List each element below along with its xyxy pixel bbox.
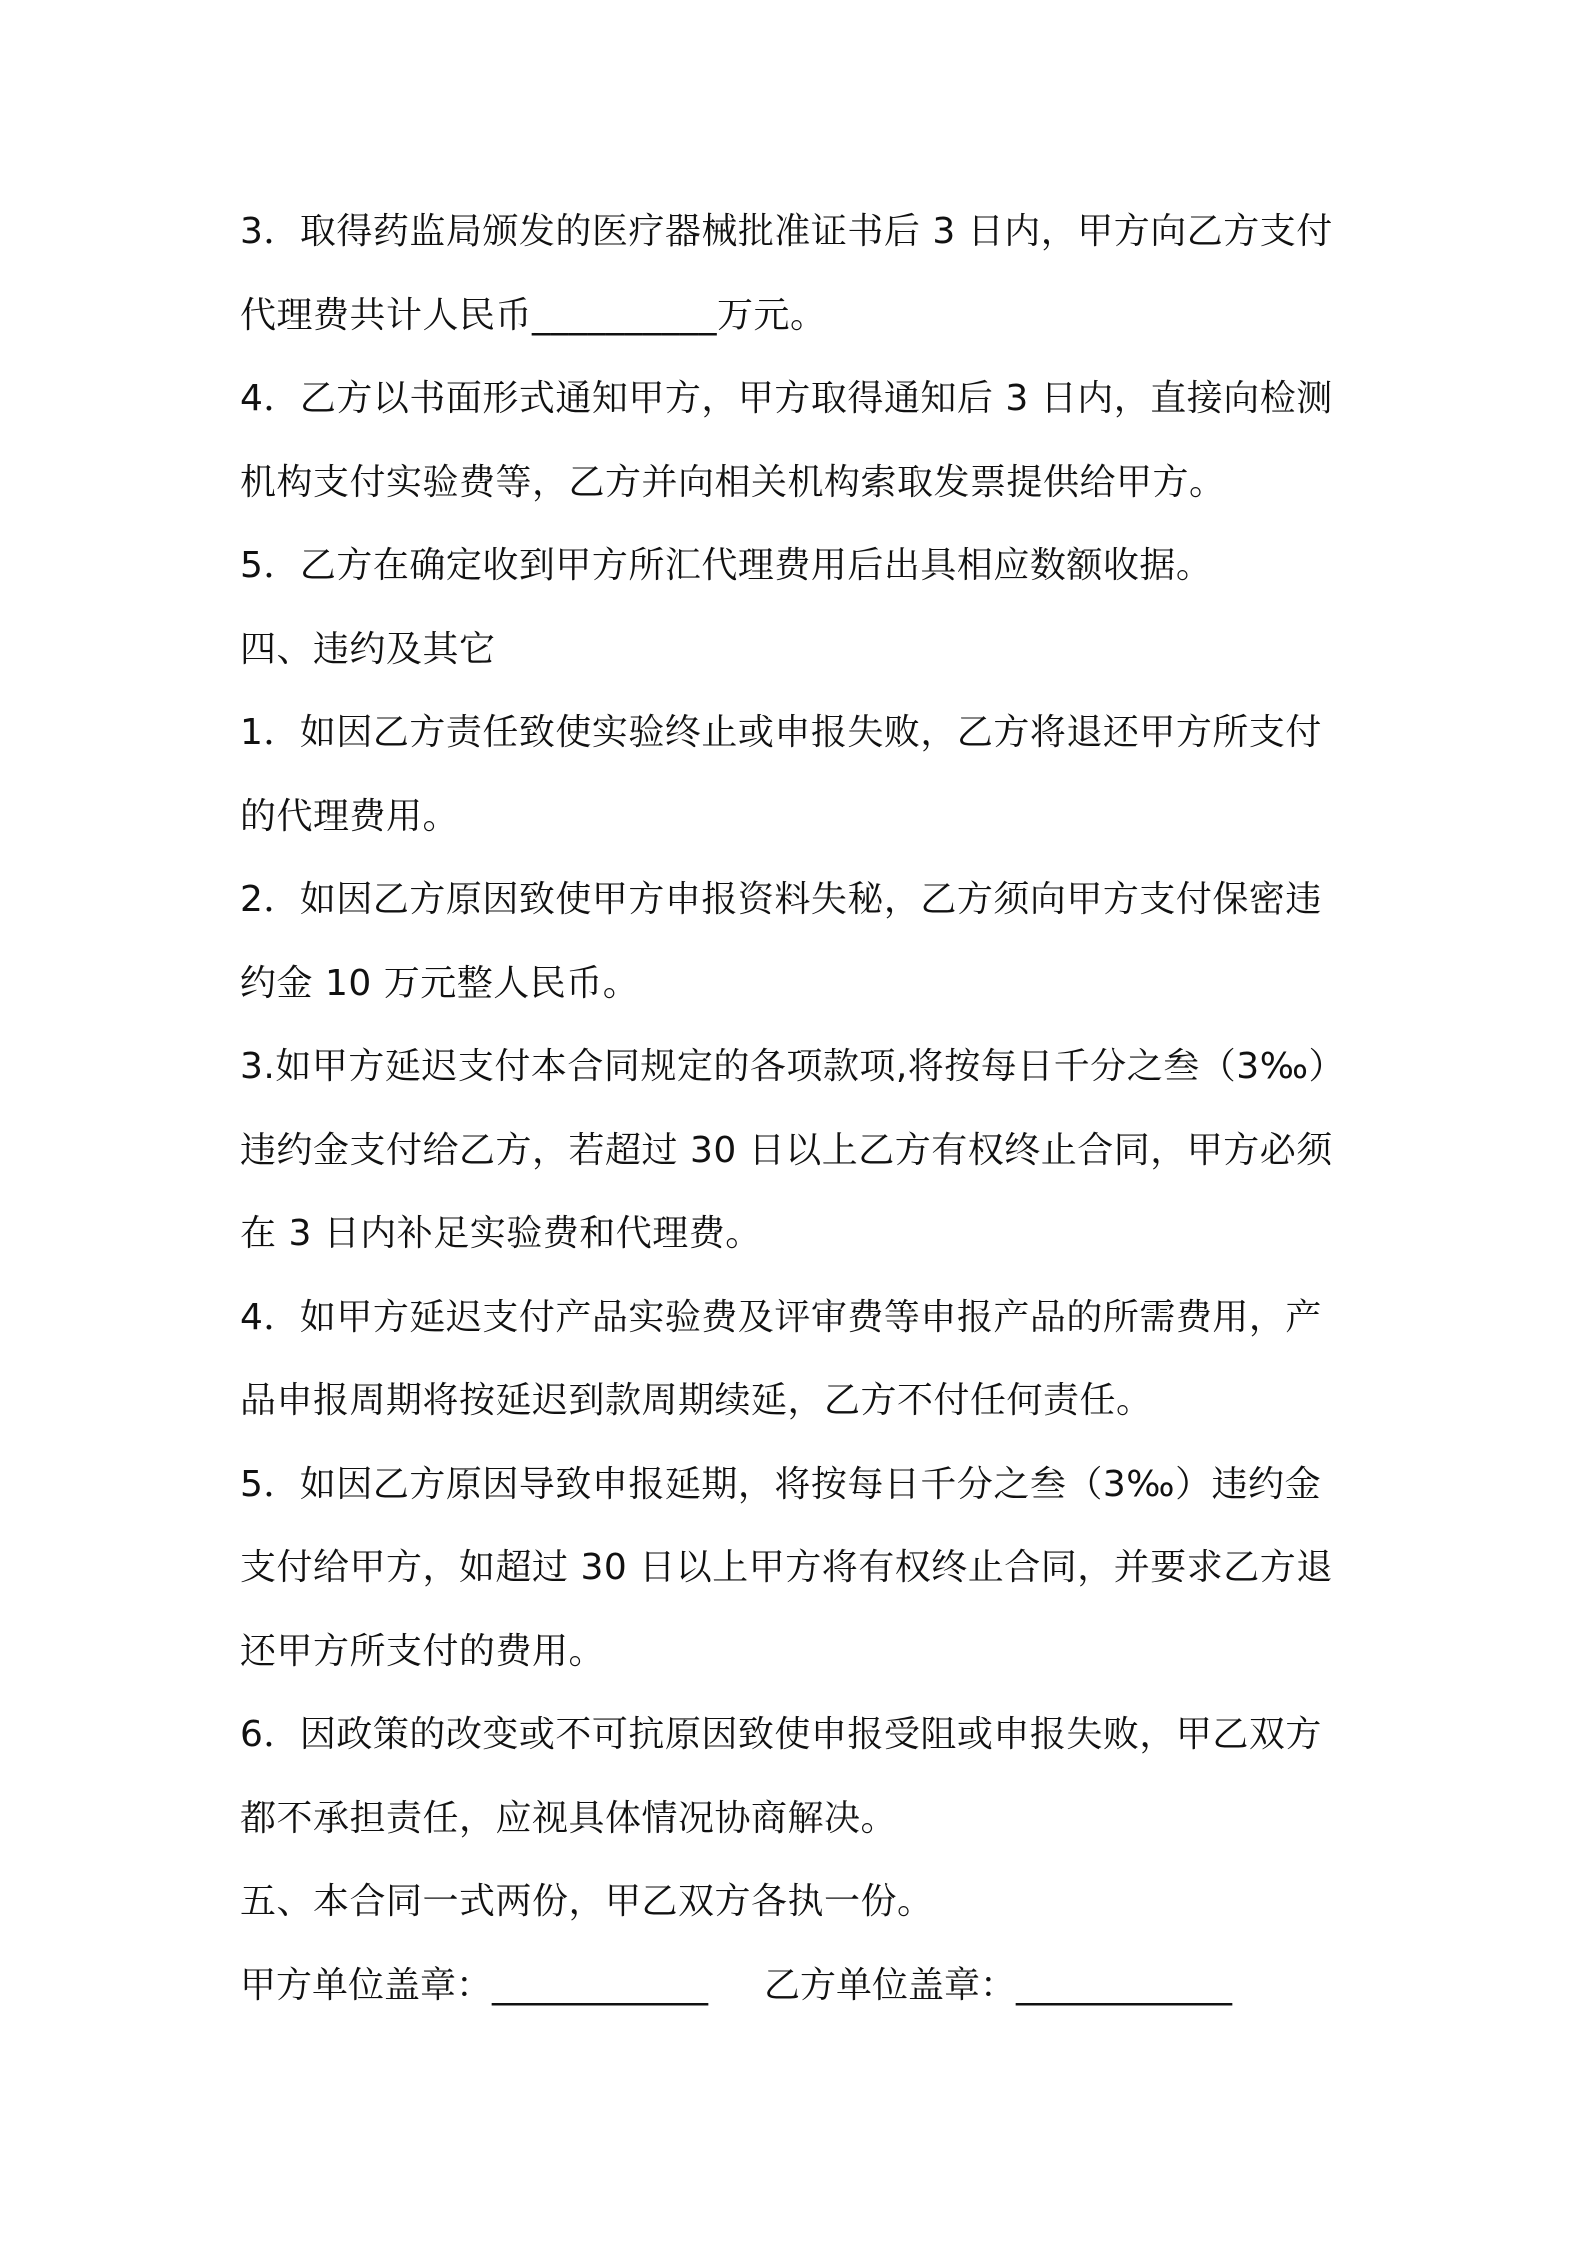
clause-4-payment-line-2: 机构支付实验费等，乙方并向相关机构索取发票提供给甲方。: [240, 461, 1226, 503]
party-b-seal-label: 乙方单位盖章：: [764, 1964, 1017, 2006]
breach-clause-6-line-1: 6．因政策的改变或不可抗原因致使申报受阻或申报失败，甲乙双方: [240, 1714, 1322, 1755]
clause-3-payment-line-1: 3．取得药监局颁发的医疗器械批准证书后 3 日内，甲方向乙方支付: [240, 211, 1333, 252]
breach-clause-1-line-2: 的代理费用。: [240, 795, 460, 837]
clause-3-payment-line-2: 代理费共计人民币__________万元。: [240, 294, 827, 336]
breach-clause-1-line-1: 1．如因乙方责任致使实验终止或申报失败，乙方将退还甲方所支付: [240, 712, 1322, 753]
breach-clause-4-line-2: 品申报周期将按延迟到款周期续延，乙方不付任何责任。: [240, 1380, 1153, 1421]
party-b-seal-blank: ____________: [1016, 1964, 1233, 2006]
breach-clause-2-line-2: 约金 10 万元整人民币。: [240, 962, 640, 1004]
clause-5-payment-line-1: 5．乙方在确定收到甲方所汇代理费用后出具相应数额收据。: [240, 545, 1213, 586]
breach-clause-3-line-2: 违约金支付给乙方，若超过 30 日以上乙方有权终止合同，甲方必须: [240, 1129, 1333, 1171]
party-a-seal-label: 甲方单位盖章：: [240, 1964, 493, 2006]
section-4-heading: 四、违约及其它: [240, 628, 496, 670]
signature-row: [240, 1944, 1360, 2028]
party-b-seal: [764, 1944, 1232, 2028]
breach-clause-6-line-2: 都不承担责任，应视具体情况协商解决。: [240, 1797, 898, 1839]
party-a-seal-blank: ____________: [492, 1964, 709, 2006]
contract-body: [240, 190, 1360, 2027]
breach-clause-3-line-1: 3.如甲方延迟支付本合同规定的各项款项,将按每日千分之叁（3‰）: [240, 1046, 1346, 1087]
clause-4-payment-line-1: 4．乙方以书面形式通知甲方，甲方取得通知后 3 日内，直接向检测: [240, 378, 1333, 419]
breach-clause-3-line-3: 在 3 日内补足实验费和代理费。: [240, 1213, 762, 1254]
breach-clause-5-line-3: 还甲方所支付的费用。: [240, 1630, 606, 1672]
section-5-copies: 五、本合同一式两份，甲乙双方各执一份。: [240, 1881, 934, 1922]
breach-clause-5-line-2: 支付给甲方，如超过 30 日以上甲方将有权终止合同，并要求乙方退: [240, 1547, 1333, 1588]
breach-clause-5-line-1: 5．如因乙方原因导致申报延期，将按每日千分之叁（3‰）违约金: [240, 1463, 1322, 1505]
breach-clause-4-line-1: 4．如甲方延迟支付产品实验费及评审费等申报产品的所需费用，产: [240, 1296, 1322, 1338]
party-a-seal: [240, 1944, 708, 2028]
breach-clause-2-line-1: 2．如因乙方原因致使甲方申报资料失秘，乙方须向甲方支付保密违: [240, 879, 1322, 920]
